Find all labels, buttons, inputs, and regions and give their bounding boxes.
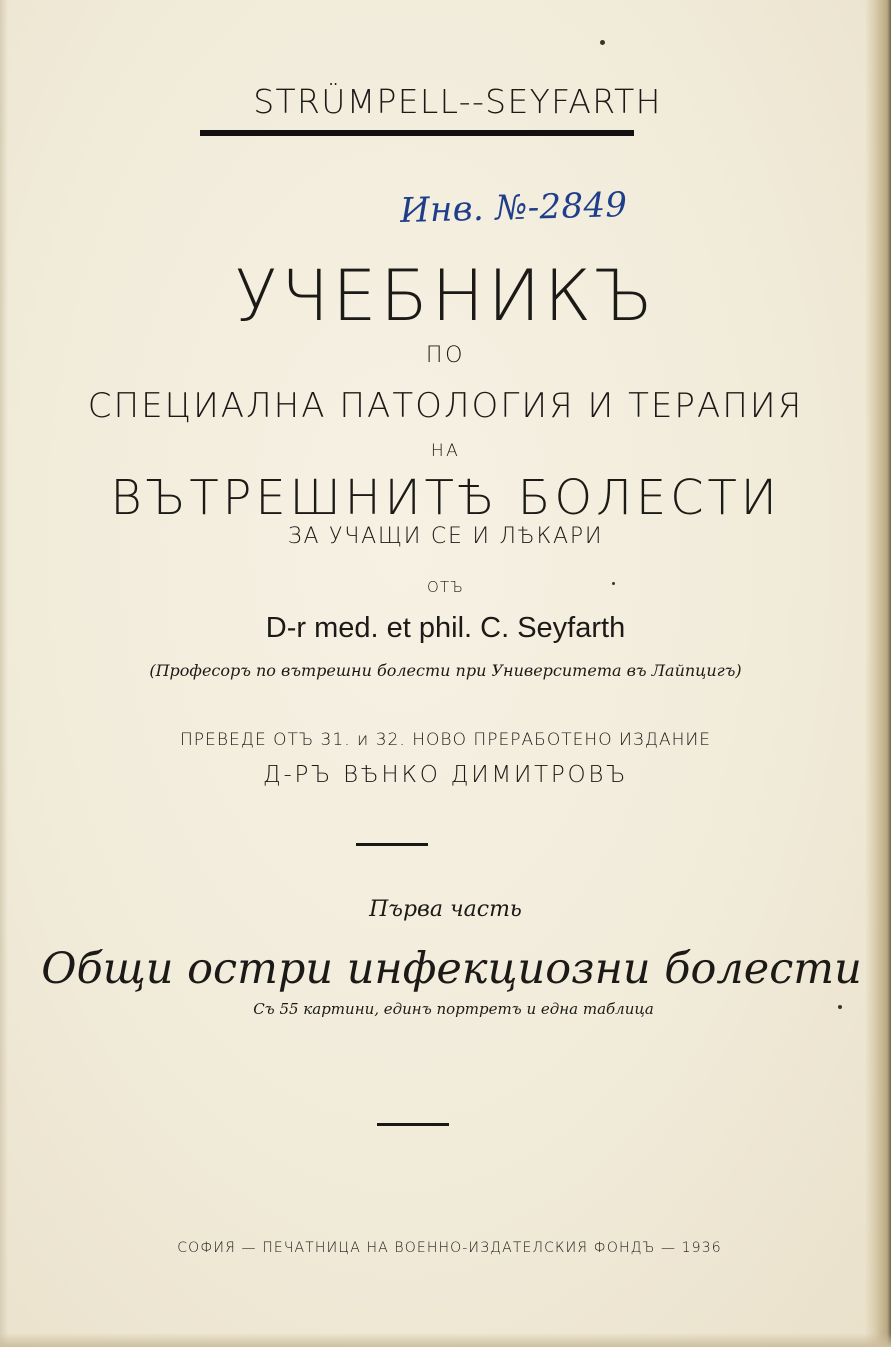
author-name: D-r med. et phil. C. Seyfarth [265,612,626,644]
paper-speck [600,40,605,45]
paper-speck [612,582,615,585]
page-bottom-edge [0,1333,891,1347]
illustrations-note: Съ 55 картини, единъ портретъ и една таблица [253,1000,654,1018]
paper-speck [838,1005,842,1009]
imprint-line: СОФИЯ — ПЕЧАТНИЦА НА ВОЕННО-ИЗДАТЕЛСКИЯ ФОНДЪ — 1936 [177,1240,722,1256]
audience-line: ЗА УЧАЩИ СЕ И ЛѢКАРИ [287,524,604,549]
subject-line-2: ВЪТРЕШНИТѢ БОЛЕСТИ [110,470,781,526]
subject-line-1: СПЕЦИАЛНА ПАТОЛОГИЯ И ТЕРАПИЯ [87,386,804,426]
part-title: Общи остри инфекциозни болести [41,944,862,994]
book-title: УЧЕБНИКЪ [234,255,657,337]
header-rule [200,130,634,136]
by-label: ОТЪ [426,578,465,596]
subject-preposition-na: НА [430,441,461,461]
translation-note: ПРЕВЕДЕ ОТЪ 31. и 32. НОВО ПРЕРАБОТЕНО ИЗДАНИЕ [179,730,712,750]
title-preposition-po: ПО [425,343,466,368]
divider-rule [377,1123,449,1126]
inventory-number: Инв. №-2849 [399,185,628,231]
author-affiliation: (Професоръ по вътрешни болести при Университета въ Лайпцигъ) [149,661,742,680]
translator-name: Д-РЪ ВѢНКО ДИМИТРОВЪ [262,762,629,788]
authors-header: STRÜMPELL--SEYFARTH [253,82,662,121]
divider-rule [356,843,428,846]
part-label: Първа часть [369,897,522,922]
